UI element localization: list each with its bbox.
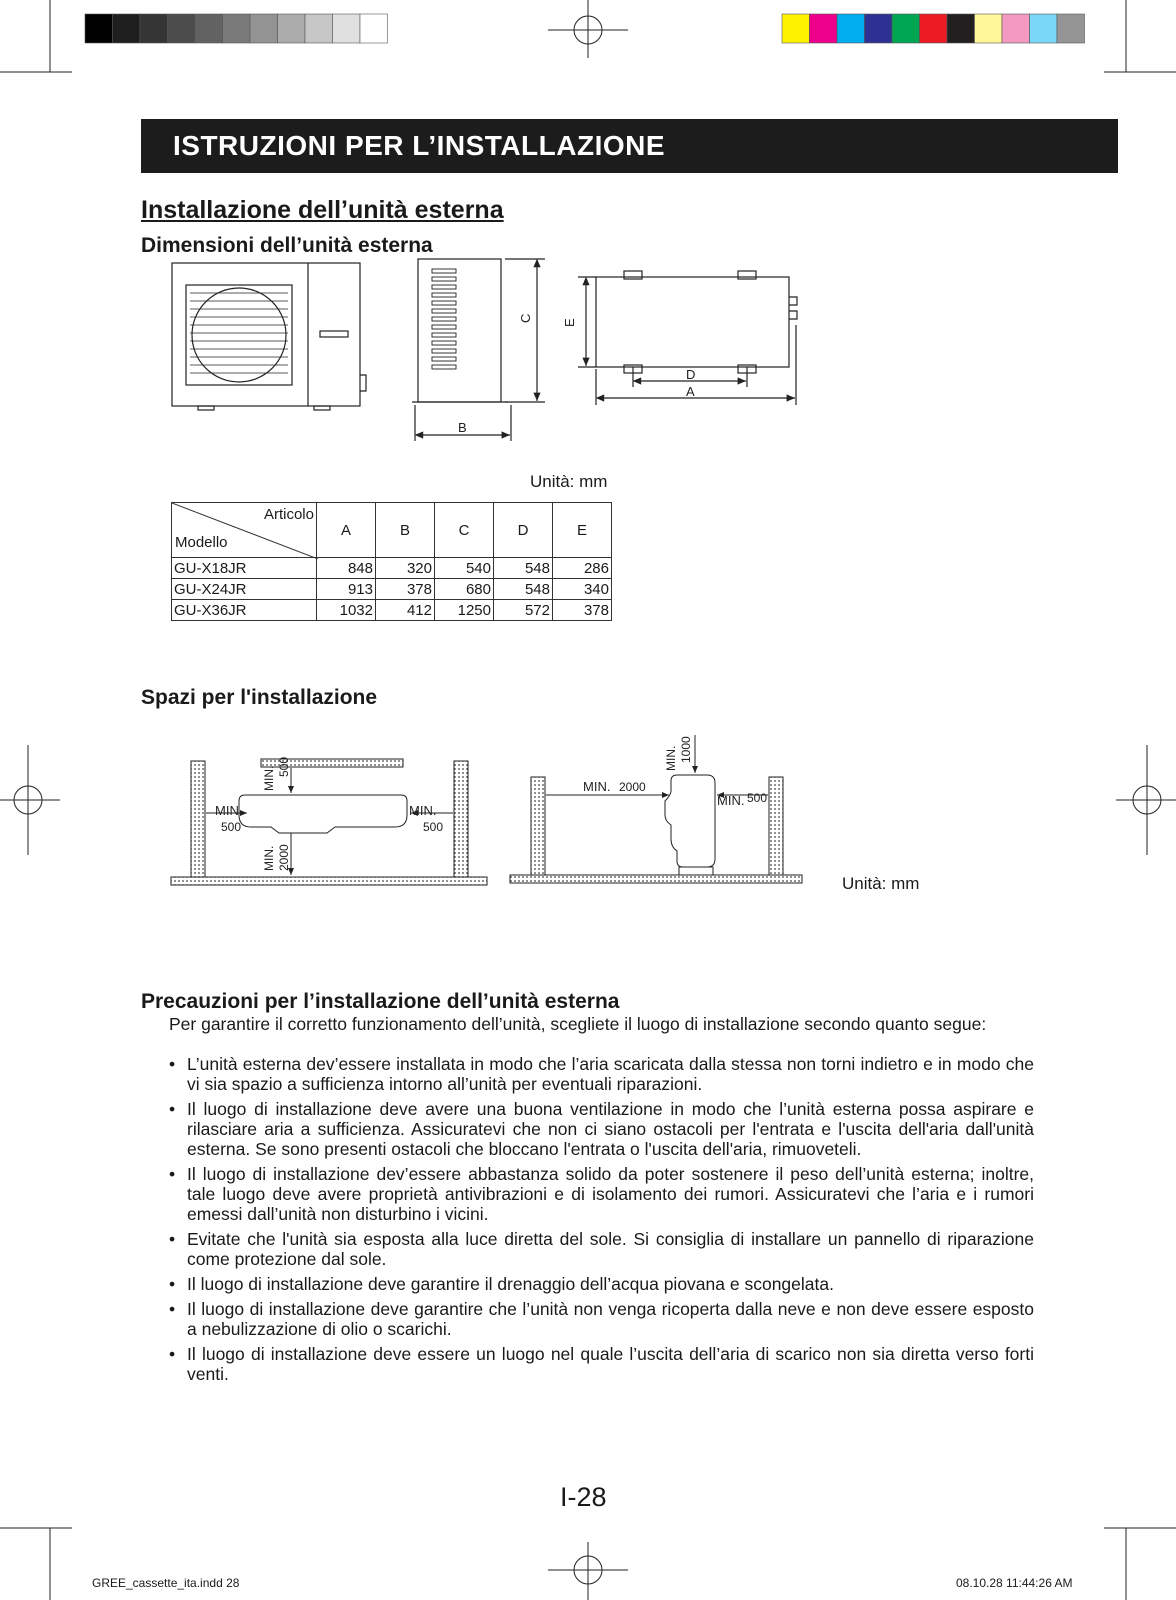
color-swatch — [305, 14, 333, 43]
dim-label-e: E — [562, 318, 577, 327]
clearance-min-label: MIN. — [717, 793, 745, 808]
dimensions-unit-label: Unità: mm — [530, 472, 608, 491]
value-cell: 412 — [376, 600, 435, 621]
value-cell: 548 — [494, 579, 553, 600]
bullet-symbol: • — [169, 1299, 176, 1319]
clearance-min-label: MIN. — [583, 779, 611, 794]
clearance-value: 2000 — [277, 844, 291, 871]
section-header-band — [141, 119, 1118, 173]
color-swatch — [360, 14, 388, 43]
list-item — [169, 1099, 1034, 1159]
list-item — [169, 1054, 1034, 1094]
list-item-text: Il luogo di installazione deve garantire il drenaggio dell’acqua piovana e scongelata. — [187, 1274, 834, 1294]
color-swatch — [1030, 14, 1058, 43]
list-item-text: Evitate che l'unità sia esposta alla luce diretta del sole. Si consiglia di installare un pannello di riparazione come protezione dal sole. — [187, 1229, 1034, 1269]
clearance-value: 1000 — [679, 736, 693, 763]
precautions-list — [169, 1054, 1034, 1389]
table-corner-cell — [172, 503, 317, 558]
color-swatch — [947, 14, 975, 43]
color-swatch — [250, 14, 278, 43]
bullet-symbol: • — [169, 1099, 176, 1119]
side-view — [412, 259, 545, 441]
bullet-symbol: • — [169, 1344, 176, 1364]
color-swatch — [278, 14, 306, 43]
clearance-min-label: MIN. — [215, 803, 243, 818]
column-header: D — [494, 503, 553, 558]
precautions-title: Precauzioni per l’installazione dell’unità esterna — [141, 990, 620, 1013]
clearance-value: 500 — [423, 820, 444, 834]
dimensions-table — [171, 502, 612, 621]
clearance-min-label: MIN. — [262, 845, 276, 871]
list-item-text: Il luogo di installazione deve garantire che l’unità non venga ricoperta dalla neve e non deve essere esposto a nebulizzazione di olio o scarichi. — [187, 1299, 1034, 1339]
value-cell: 378 — [553, 600, 612, 621]
value-cell: 572 — [494, 600, 553, 621]
value-cell: 378 — [376, 579, 435, 600]
color-swatch — [195, 14, 223, 43]
list-item — [169, 1229, 1034, 1269]
list-item — [169, 1344, 1034, 1384]
column-header: C — [435, 503, 494, 558]
color-swatch — [85, 14, 113, 43]
footer-timestamp: 08.10.28 11:44:26 AM — [956, 1576, 1073, 1590]
page-number: I-28 — [560, 1482, 607, 1512]
color-swatch — [1002, 14, 1030, 43]
clearance-value: 500 — [221, 820, 242, 834]
color-swatch — [975, 14, 1003, 43]
section-title: Installazione dell’unità esterna — [141, 196, 504, 224]
table-row — [172, 579, 612, 600]
clearance-value: 500 — [277, 756, 291, 777]
value-cell: 1032 — [317, 600, 376, 621]
color-swatch — [113, 14, 141, 43]
table-row — [172, 558, 612, 579]
table-row — [172, 600, 612, 621]
color-swatch — [1057, 14, 1085, 43]
table-header-row — [172, 503, 612, 558]
list-item-text: Il luogo di installazione deve avere una buona ventilazione in modo che l’unità esterna possa aspirare e rilasciare aria a sufficienza. Assicuratevi che non ci siano ostacoli per l'entrata e l'uscita dell'aria dall'unità esterna. Se sono presenti ostacoli che bloccano l'entrata o l'uscita dell'aria, rimuoveteli. — [187, 1099, 1034, 1159]
value-cell: 548 — [494, 558, 553, 579]
clearance-diagrams — [165, 735, 825, 915]
list-item-text: Il luogo di installazione deve essere un luogo nel quale l’uscita dell’aria di scarico non sia diretta verso forti venti. — [187, 1344, 1034, 1384]
value-cell: 340 — [553, 579, 612, 600]
color-swatch — [782, 14, 810, 43]
cmyk-color-bar — [782, 14, 1085, 43]
list-item — [169, 1274, 1034, 1294]
dim-label-d: D — [686, 367, 696, 382]
model-cell: GU-X24JR — [172, 579, 317, 600]
value-cell: 320 — [376, 558, 435, 579]
color-swatch — [892, 14, 920, 43]
color-swatch — [865, 14, 893, 43]
bullet-symbol: • — [169, 1229, 176, 1249]
bullet-symbol: • — [169, 1274, 176, 1294]
color-swatch — [920, 14, 948, 43]
color-swatch — [837, 14, 865, 43]
color-swatch — [168, 14, 196, 43]
corner-label-item: Articolo — [263, 506, 314, 523]
model-cell: GU-X36JR — [172, 600, 317, 621]
value-cell: 1250 — [435, 600, 494, 621]
color-swatch — [223, 14, 251, 43]
gray-color-bar — [85, 14, 388, 43]
color-swatch — [810, 14, 838, 43]
section-header-title: ISTRUZIONI PER L’INSTALLAZIONE — [173, 130, 666, 161]
column-header: B — [376, 503, 435, 558]
spaces-title: Spazi per l'installazione — [141, 686, 378, 709]
bullet-symbol: • — [169, 1054, 176, 1074]
value-cell: 680 — [435, 579, 494, 600]
value-cell: 848 — [317, 558, 376, 579]
value-cell: 540 — [435, 558, 494, 579]
dim-label-a: A — [686, 384, 695, 399]
dim-label-b: B — [458, 420, 467, 435]
clearance-min-label: MIN. — [409, 803, 437, 818]
column-header: E — [553, 503, 612, 558]
footer-filename: GREE_cassette_ita.indd 28 — [92, 1576, 240, 1590]
outdoor-unit-dimension-drawing — [160, 255, 820, 455]
corner-label-model: Modello — [175, 534, 228, 551]
dim-label-c: C — [518, 313, 533, 323]
bullet-symbol: • — [169, 1164, 176, 1184]
value-cell: 286 — [553, 558, 612, 579]
clearance-min-label: MIN. — [262, 765, 276, 791]
model-cell: GU-X18JR — [172, 558, 317, 579]
side-view-clearance — [510, 735, 802, 883]
spaces-unit-label: Unità: mm — [842, 874, 920, 893]
color-swatch — [140, 14, 168, 43]
color-swatch — [333, 14, 361, 43]
dimensions-title: Dimensioni dell’unità esterna — [141, 234, 433, 257]
clearance-value: 2000 — [619, 780, 646, 794]
clearance-value: 500 — [747, 791, 768, 805]
precautions-intro: Per garantire il corretto funzionamento dell’unità, scegliete il luogo di installazione secondo quanto segue: — [169, 1014, 987, 1034]
list-item-text: L’unità esterna dev’essere installata in modo che l’aria scaricata dalla stessa non torni indietro e in modo che vi sia spazio a sufficienza intorno all’unità per eventuali riparazioni. — [187, 1054, 1034, 1094]
column-header: A — [317, 503, 376, 558]
value-cell: 913 — [317, 579, 376, 600]
clearance-min-label: MIN. — [664, 745, 678, 771]
list-item — [169, 1299, 1034, 1339]
list-item — [169, 1164, 1034, 1224]
front-view — [172, 263, 366, 410]
list-item-text: Il luogo di installazione dev’essere abbastanza solido da poter sostenere il peso dell’unità esterna; inoltre, tale luogo deve avere proprietà antivibrazioni e di isolamento dei rumori. Assicuratevi che l’aria e i rumori emessi dall’unità non disturbino i vicini. — [187, 1164, 1034, 1224]
